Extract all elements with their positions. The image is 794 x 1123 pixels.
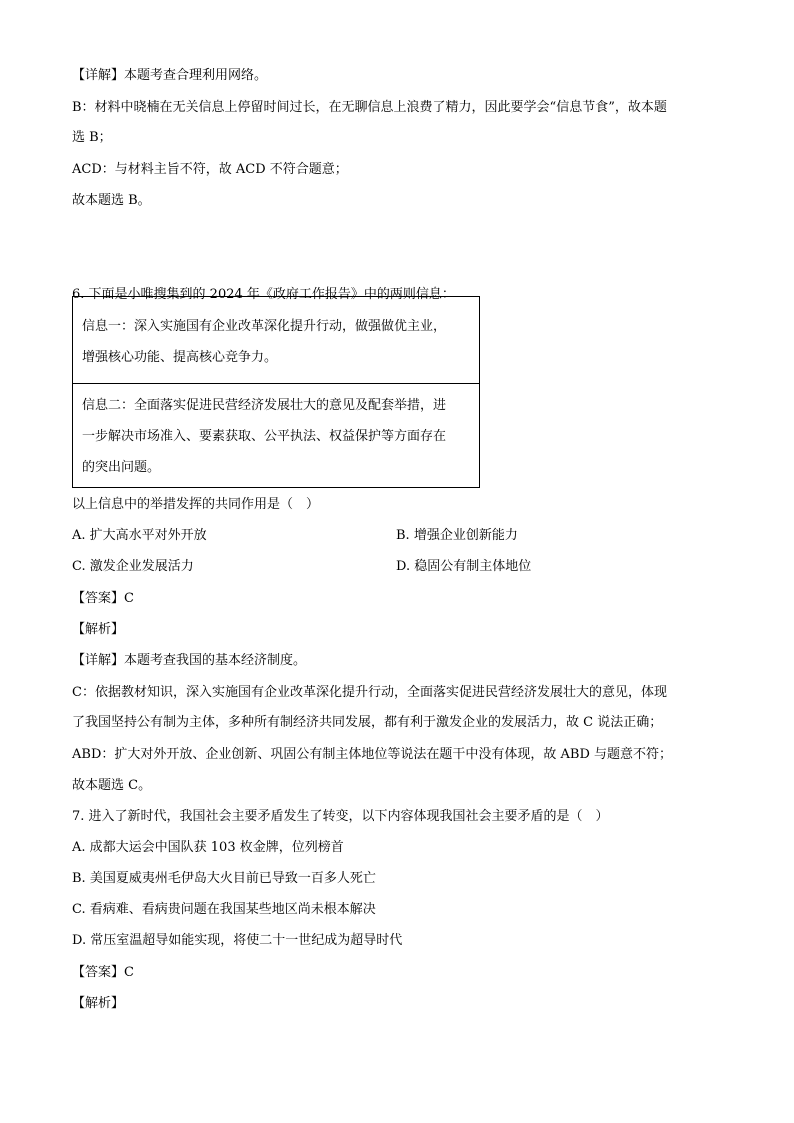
q5-detail: 【详解】本题考查合理利用网络。 — [72, 68, 268, 83]
q5-conclusion: 故本题选 B。 — [72, 193, 151, 208]
q7-stem: 7. 进入了新时代，我国社会主要矛盾发生了转变，以下内容体现我国社会主要矛盾的是（ ） — [72, 809, 609, 824]
q6-option-a: A. 扩大高水平对外开放 — [72, 528, 207, 543]
info2-line3: 的突出问题。 — [82, 460, 161, 475]
q6-option-c: C. 激发企业发展活力 — [72, 559, 194, 574]
q6-c-explanation-line2: 了我国坚持公有制为主体，多种所有制经济共同发展，都有利于激发企业的发展活力，故 C 说法正确； — [72, 715, 663, 730]
q6-analysis: 【解析】 — [72, 622, 125, 637]
info2-line1: 信息二：全面落实促进民营经济发展壮大的意见及配套举措，进 — [82, 398, 447, 413]
q6-answer: 【答案】C — [72, 591, 134, 606]
q7-answer: 【答案】C — [72, 965, 134, 980]
q6-abd-explanation: ABD：扩大对外开放、企业创新、巩固公有制主体地位等说法在题干中没有体现，故 ABD 与题意不符； — [72, 747, 672, 762]
q5-b-explanation-line2: 选 B； — [72, 130, 112, 145]
info1-line2: 增强核心功能、提高核心竞争力。 — [82, 350, 278, 365]
q6-stem: 6. 下面是小唯搜集到的 2024 年《政府工作报告》中的两则信息： — [72, 287, 455, 302]
info-box-divider — [73, 383, 479, 384]
info1-line1: 信息一：深入实施国有企业改革深化提升行动，做强做优主业， — [82, 319, 447, 334]
q6-question: 以上信息中的举措发挥的共同作用是（ ） — [72, 497, 320, 512]
q6-conclusion: 故本题选 C。 — [72, 778, 152, 793]
q6-option-b: B. 增强企业创新能力 — [396, 528, 518, 543]
q7-option-b: B. 美国夏威夷州毛伊岛大火目前已导致一百多人死亡 — [72, 871, 376, 886]
q7-analysis: 【解析】 — [72, 996, 125, 1011]
q7-option-a: A. 成都大运会中国队获 103 枚金牌，位列榜首 — [72, 840, 344, 855]
q6-info-box — [72, 296, 480, 488]
info2-line2: 一步解决市场准入、要素获取、公平执法、权益保护等方面存在 — [82, 429, 447, 444]
q7-option-c: C. 看病难、看病贵问题在我国某些地区尚未根本解决 — [72, 902, 376, 917]
q6-detail: 【详解】本题考查我国的基本经济制度。 — [72, 653, 307, 668]
q7-option-d: D. 常压室温超导如能实现，将使二十一世纪成为超导时代 — [72, 933, 403, 948]
q6-option-d: D. 稳固公有制主体地位 — [396, 559, 532, 574]
q6-c-explanation-line1: C：依据教材知识，深入实施国有企业改革深化提升行动，全面落实促进民营经济发展壮大的意见，体现 — [72, 685, 667, 700]
q5-acd-explanation: ACD：与材料主旨不符，故 ACD 不符合题意； — [72, 162, 348, 177]
q5-b-explanation-line1: B：材料中晓楠在无关信息上停留时间过长，在无聊信息上浪费了精力，因此要学会“信息节食”，故本题 — [72, 100, 667, 115]
